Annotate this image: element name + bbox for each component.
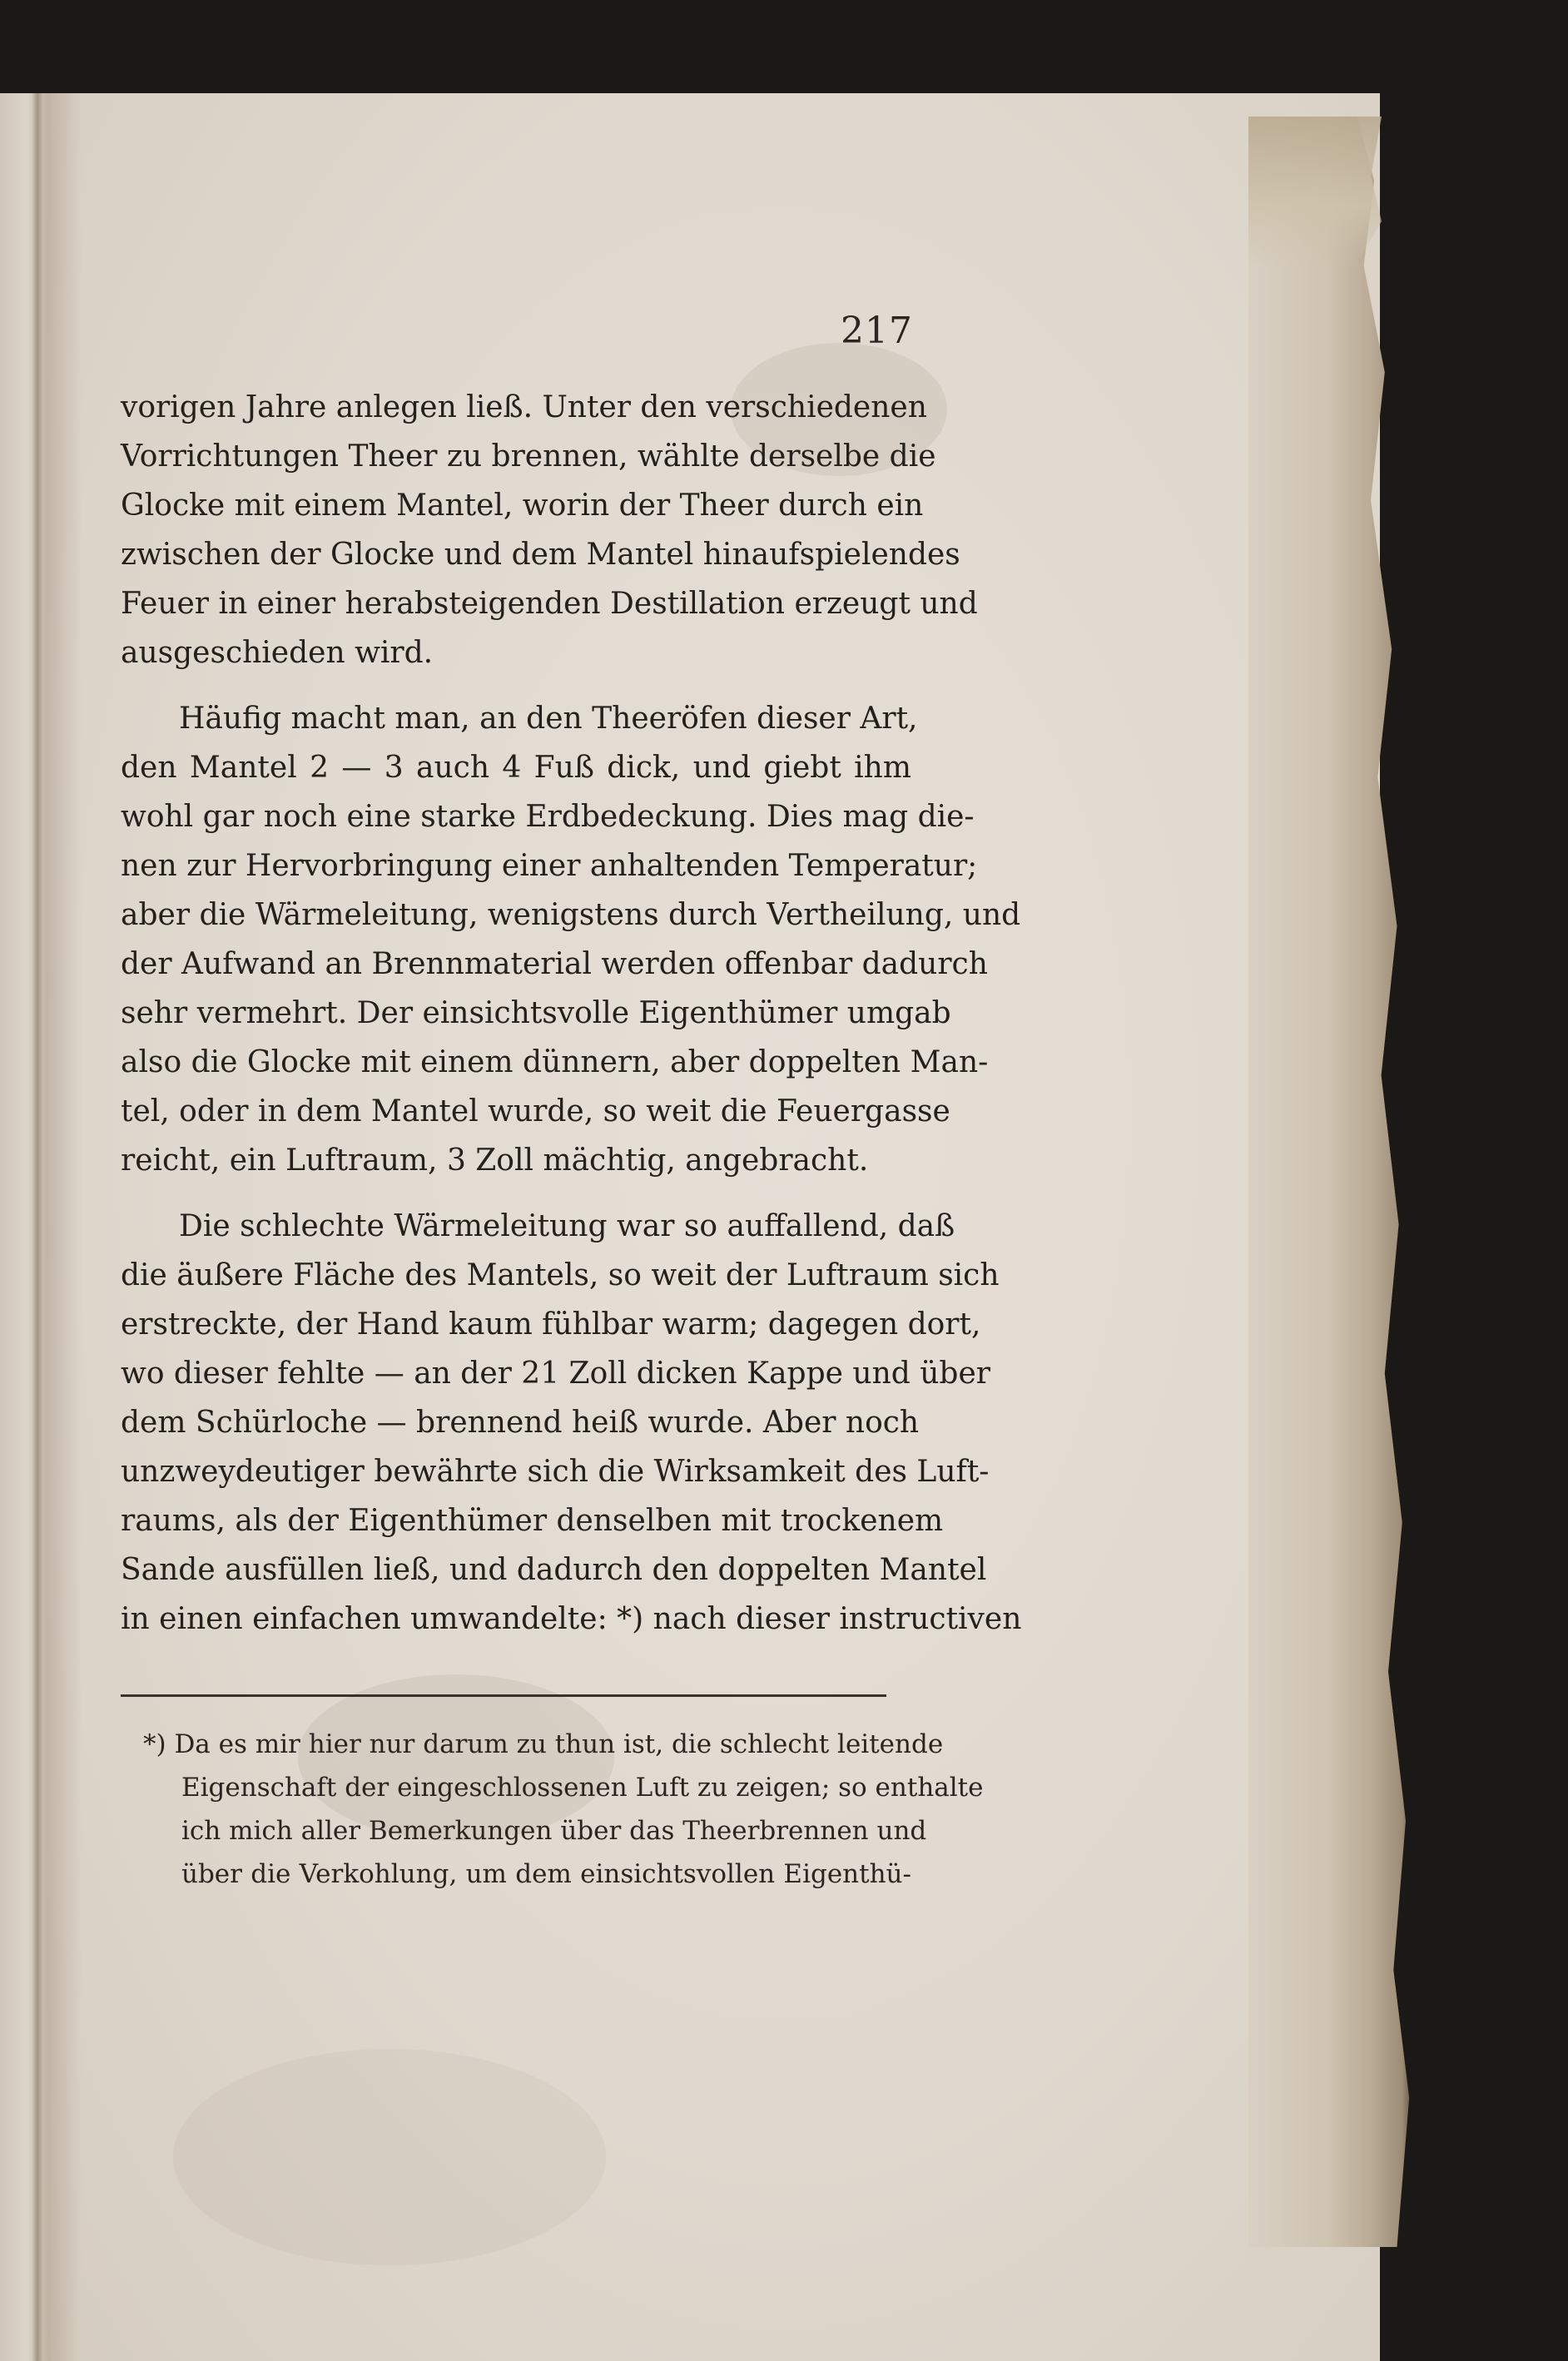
page-gutter [48, 93, 82, 2361]
text-line: aber die Wärmeleitung, wenigstens durch Vertheilung, und [121, 898, 1021, 932]
text-line: tel, oder in dem Mantel wurde, so weit die Feuergasse [121, 1094, 950, 1128]
paragraph-first-line: Häufig macht man, an den Theeröfen dieser Art, [179, 702, 918, 736]
page-number: 217 [841, 310, 913, 352]
text-line: der Aufwand an Brennmaterial werden offenbar dadurch [121, 947, 988, 981]
text-line: ausgeschieden wird. [121, 636, 434, 670]
text-line: vorigen Jahre anlegen ließ. Unter den verschiedenen [121, 390, 927, 424]
text-line: Sande ausfüllen ließ, und dadurch den doppelten Mantel [121, 1553, 987, 1587]
deckle-edge-top [1248, 117, 1382, 266]
text-line: Glocke mit einem Mantel, worin der Theer durch ein [121, 489, 924, 523]
text-line: Feuer in einer herabsteigenden Destillation erzeugt und [121, 587, 978, 621]
text-line: in einen einfachen umwandelte: *) nach dieser instructiven [121, 1602, 1022, 1636]
paragraph-first-line: Die schlechte Wärmeleitung war so auffallend, daß [179, 1209, 955, 1243]
text-line: also die Glocke mit einem dünnern, aber doppelten Man- [121, 1045, 989, 1079]
text-line: den Mantel 2 — 3 auch 4 Fuß dick, und giebt ihm [121, 751, 911, 785]
text-line: wohl gar noch eine starke Erdbedeckung. Dies mag die- [121, 800, 975, 834]
footnote-divider [121, 1694, 886, 1697]
text-line: sehr vermehrt. Der einsichtsvolle Eigenthümer umgab [121, 996, 951, 1030]
text-line: wo dieser fehlte — an der 21 Zoll dicken Kappe und über [121, 1357, 990, 1391]
text-line: dem Schürloche — brennend heiß wurde. Aber noch [121, 1406, 920, 1440]
footnote-line: ich mich aller Bemerkungen über das Theerbrennen und [181, 1816, 927, 1846]
footnote-line: *) Da es mir hier nur darum zu thun ist, die schlecht leitende [143, 1729, 944, 1759]
body-text [121, 383, 1022, 1644]
text-line: zwischen der Glocke und dem Mantel hinaufspielendes [121, 538, 960, 572]
text-line: raums, als der Eigenthümer denselben mit trockenem [121, 1504, 944, 1538]
page-edge-shadow [32, 93, 43, 2361]
text-line: unzweydeutiger bewährte sich die Wirksamkeit des Luft- [121, 1455, 990, 1489]
text-line: die äußere Fläche des Mantels, so weit der Luftraum sich [121, 1258, 1000, 1292]
footnote [143, 1723, 984, 1896]
text-line: nen zur Hervorbringung einer anhaltenden Temperatur; [121, 849, 978, 883]
footnote-line: über die Verkohlung, um dem einsichtsvollen Eigenthü- [181, 1859, 911, 1889]
text-line: reicht, ein Luftraum, 3 Zoll mächtig, angebracht. [121, 1143, 869, 1178]
deckle-edge [1248, 117, 1423, 2247]
text-line: erstreckte, der Hand kaum fühlbar warm; dagegen dort, [121, 1307, 981, 1342]
footnote-line: Eigenschaft der eingeschlossenen Luft zu zeigen; so enthalte [181, 1773, 984, 1803]
text-line: Vorrichtungen Theer zu brennen, wählte derselbe die [121, 439, 936, 474]
paper-stain [173, 2049, 606, 2265]
